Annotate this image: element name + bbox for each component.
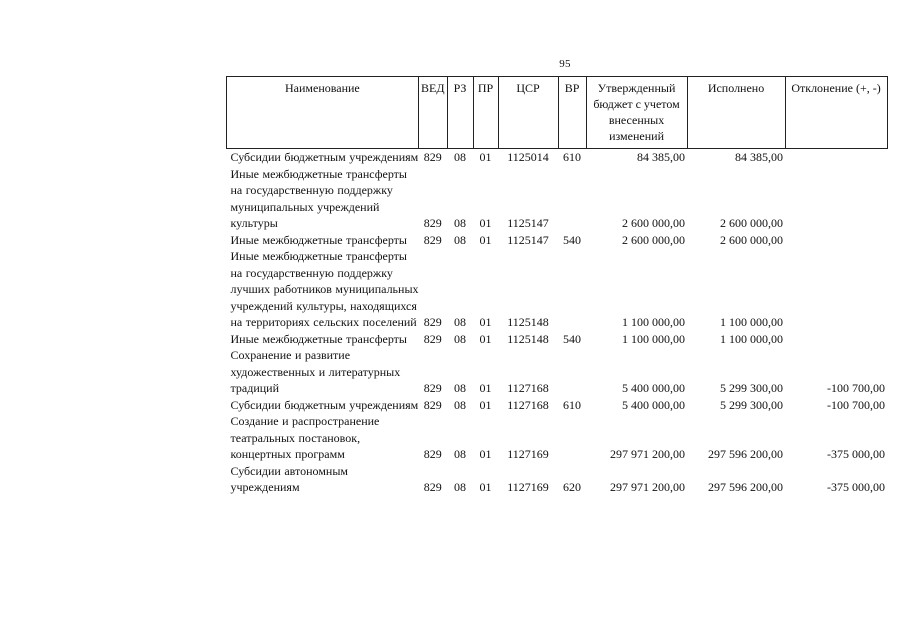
cell-approved: 5 400 000,00 [622,397,686,412]
cell-csr: 1125014 [507,150,549,164]
cell-csr: 1125147 [507,216,549,230]
cell-ved: 829 [423,150,442,164]
cell-ved: 829 [423,315,442,329]
cell-name: Иные межбюджетные трансферты [230,331,407,346]
table-row [227,463,888,496]
cell-executed: 5 299 300,00 [720,397,784,412]
cell-approved: 84 385,00 [637,150,686,164]
cell-deviation: -375 000,00 [827,447,886,461]
table-row [227,232,888,249]
cell-pr: 01 [479,447,492,461]
cell-approved: 1 100 000,00 [622,331,686,346]
cell-executed: 5 299 300,00 [720,381,784,395]
cell-approved: 2 600 000,00 [622,232,686,247]
cell-rz: 08 [454,397,467,412]
table-header [227,77,888,149]
header-approved-budget: Утвержденный бюджет с учетом внесенных изменений [586,77,687,149]
cell-pr: 01 [479,216,492,230]
cell-deviation [785,166,887,232]
cell-vr: 540 [563,232,582,247]
header-deviation: Отклонение (+, -) [785,77,887,149]
cell-name: Создание и распространение театральных постановок, концертных программ [230,414,380,461]
header-name: Наименование [227,77,419,149]
cell-ved: 829 [423,480,442,494]
cell-name: Иные межбюджетные трансферты [230,232,407,247]
cell-pr: 01 [479,331,492,346]
cell-rz: 08 [454,150,467,164]
cell-deviation [785,248,887,331]
cell-executed: 2 600 000,00 [720,232,784,247]
cell-name: Субсидии бюджетным учреждениям [230,397,419,412]
cell-vr: 610 [563,397,582,412]
header-vr: ВР [558,77,586,149]
table-row [227,413,888,463]
cell-pr: 01 [479,397,492,412]
cell-name: Субсидии автономным учреждениям [230,463,348,494]
cell-vr: 620 [563,480,582,494]
header-row [227,77,888,149]
header-ved: ВЕД [419,77,448,149]
cell-pr: 01 [479,381,492,395]
table-row [227,166,888,232]
cell-csr: 1125147 [507,232,549,247]
cell-vr: 610 [563,150,582,164]
cell-approved: 297 971 200,00 [610,447,686,461]
cell-vr [558,166,586,232]
cell-ved: 829 [423,397,442,412]
cell-ved: 829 [423,216,442,230]
cell-deviation: -375 000,00 [827,480,886,494]
cell-name: Сохранение и развитие художественных и литературных традиций [230,348,401,395]
cell-approved: 297 971 200,00 [610,480,686,494]
cell-approved: 5 400 000,00 [622,381,686,395]
cell-vr [558,347,586,397]
cell-executed: 297 596 200,00 [708,480,784,494]
cell-executed: 1 100 000,00 [720,331,784,346]
cell-approved: 2 600 000,00 [622,216,686,230]
cell-executed: 84 385,00 [735,150,784,164]
cell-deviation: -100 700,00 [827,381,886,395]
cell-executed: 297 596 200,00 [708,447,784,461]
header-executed: Исполнено [687,77,785,149]
cell-rz: 08 [454,480,467,494]
cell-rz: 08 [454,381,467,395]
table-row [227,397,888,414]
cell-vr [558,413,586,463]
page-number: 95 [559,58,571,70]
cell-ved: 829 [423,331,442,346]
cell-deviation [785,149,887,166]
cell-csr: 1127168 [507,381,549,395]
cell-executed: 1 100 000,00 [720,315,784,329]
cell-vr [558,248,586,331]
cell-deviation [785,232,887,249]
cell-name: Субсидии бюджетным учреждениям [230,150,419,164]
header-pr: ПР [473,77,498,149]
header-rz: РЗ [447,77,473,149]
cell-rz: 08 [454,216,467,230]
cell-ved: 829 [423,447,442,461]
table-body [227,149,888,496]
budget-execution-table [226,76,888,496]
cell-csr: 1125148 [507,315,549,329]
cell-vr: 540 [563,331,582,346]
cell-ved: 829 [423,232,442,247]
table-row [227,347,888,397]
cell-pr: 01 [479,315,492,329]
cell-executed: 2 600 000,00 [720,216,784,230]
cell-rz: 08 [454,447,467,461]
header-csr: ЦСР [498,77,558,149]
table-row [227,331,888,348]
cell-name: Иные межбюджетные трансферты на государственную поддержку лучших работников муниципальных учреждений культуры, находящихся на территориях сельских поселений [230,249,419,329]
cell-approved: 1 100 000,00 [622,315,686,329]
cell-name: Иные межбюджетные трансферты на государственную поддержку муниципальных учреждений культуры [230,166,407,230]
cell-rz: 08 [454,315,467,329]
cell-ved: 829 [423,381,442,395]
cell-csr: 1127168 [507,397,549,412]
table-row [227,149,888,166]
cell-csr: 1125148 [507,331,549,346]
cell-deviation: -100 700,00 [827,397,886,412]
cell-deviation [785,331,887,348]
cell-pr: 01 [479,232,492,247]
cell-rz: 08 [454,331,467,346]
cell-csr: 1127169 [507,447,549,461]
cell-csr: 1127169 [507,480,549,494]
cell-pr: 01 [479,150,492,164]
table-row [227,248,888,331]
cell-pr: 01 [479,480,492,494]
cell-rz: 08 [454,232,467,247]
